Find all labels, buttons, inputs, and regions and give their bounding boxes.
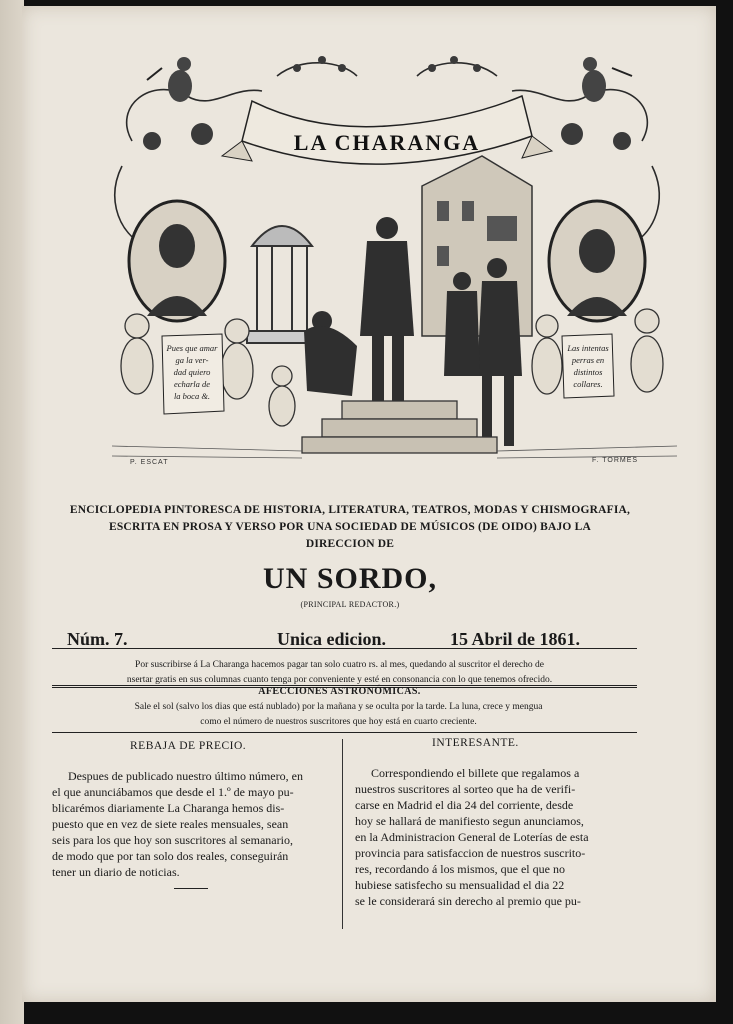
issue-date: 15 Abril de 1861. [450,629,581,649]
end-of-article-rule [174,888,208,889]
rule-under-issue [52,648,637,649]
left-line-3: blicarémos diariamente La Charanga hemos dis- [52,801,285,815]
right-line-1: Correspondiendo el billete que regalamos a [371,766,580,780]
left-line-1: Despues de publicado nuestro último número, en [68,769,303,783]
right-line-6: provincia para satisfaccion de nuestros suscrito- [355,846,586,860]
left-banner-line-2: ga la ver- [175,355,209,365]
right-line-8: hubiese satisfecho su mensualidad el dia 22 [355,878,565,892]
left-column-text [52,768,327,880]
notice-line-2: nsertar gratis en sus columnas cuanto tenga por conveniente y esté en consonancia con lo que tenemos ofrecido. [126,675,553,685]
masthead-title: LA CHARANGA [293,130,481,155]
rule-under-astro [52,732,637,733]
right-line-4: hoy se hallará de manifiesto segun anunciamos, [355,814,584,828]
left-banner-line-3: dad quiero [173,367,211,377]
right-column-text [355,765,635,909]
editor-role: (PRINCIPAL REDACTOR.) [300,600,400,609]
newspaper-page [22,6,716,1002]
left-banner-line-4: echarla de [173,379,211,389]
left-banner-line-1: Pues que amar [166,343,218,353]
left-banner-line-5: la boca &. [173,391,211,401]
issue-edition: Unica edicion. [277,629,387,649]
right-line-9: se le considerará sin derecho al premio que pu- [355,894,581,908]
astro-line-2: como el número de nuestros suscritores que hoy está en cuarto creciente. [200,717,477,727]
left-line-7: tener un diario de noticias. [52,865,180,879]
right-banner-line-3: distintos [573,367,603,377]
right-line-3: carse en Madrid el dia 24 del corriente, desde [355,798,574,812]
issue-number: Núm. 7. [67,629,128,649]
right-banner-line-4: collares. [573,379,603,389]
subtitle-line-1: ENCICLOPEDIA PINTORESCA DE HISTORIA, LITERATURA, TEATROS, MODAS Y CHISMOGRAFIA, [69,504,631,516]
masthead-engraving [92,46,682,471]
astro-line-1: Sale el sol (salvo los dias que está nublado) por la mañana y se oculta por la tarde. La luna, crece y mengua [134,702,543,712]
left-line-4: puesto que en vez de siete reales mensuales, sean [52,817,289,831]
masthead-illustration [92,46,682,471]
left-column-heading: REBAJA DE PRECIO. [130,740,247,752]
astro-text [47,700,630,730]
right-line-2: nuestros suscritores al sorteo que ha de verifi- [355,782,576,796]
astro-heading: AFECCIONES ASTRONÓMICAS. [258,686,421,697]
notice-line-1: Por suscribirse á La Charanga hacemos pagar tan solo cuatro rs. al mes, quedando al suscritor el derecho de [135,660,544,670]
column-divider [342,739,343,929]
engraver-credit-left: P. ESCAT [130,459,169,466]
right-column-heading: INTERESANTE. [432,737,519,749]
subscription-notice [47,658,632,688]
left-line-5: seis para los que hoy son suscritores al semanario, [52,833,293,847]
publication-subtitle [40,502,660,553]
director-name: UN SORDO, [262,562,437,595]
adjacent-page-strip [0,0,24,1024]
engraver-credit-right: F. TORMES [592,457,639,464]
right-line-7: res, recordando á los mismos, que el que no [355,862,565,876]
subtitle-line-3: DIRECCION DE [305,538,395,550]
right-banner-line-1: Las intentas [567,343,609,353]
right-banner-line-2: perras en [571,355,605,365]
issue-line [45,626,610,654]
left-line-2: el que anunciábamos que desde el 1.º de mayo pu- [52,785,294,799]
right-line-5: en la Administracion General de Loterías de esta [355,830,589,844]
left-line-6: de modo que por tan solo dos reales, conseguirán [52,849,289,863]
subtitle-line-2: ESCRITA EN PROSA Y VERSO POR UNA SOCIEDAD DE MÚSICOS (DE OIDO) BAJO LA [108,521,592,533]
